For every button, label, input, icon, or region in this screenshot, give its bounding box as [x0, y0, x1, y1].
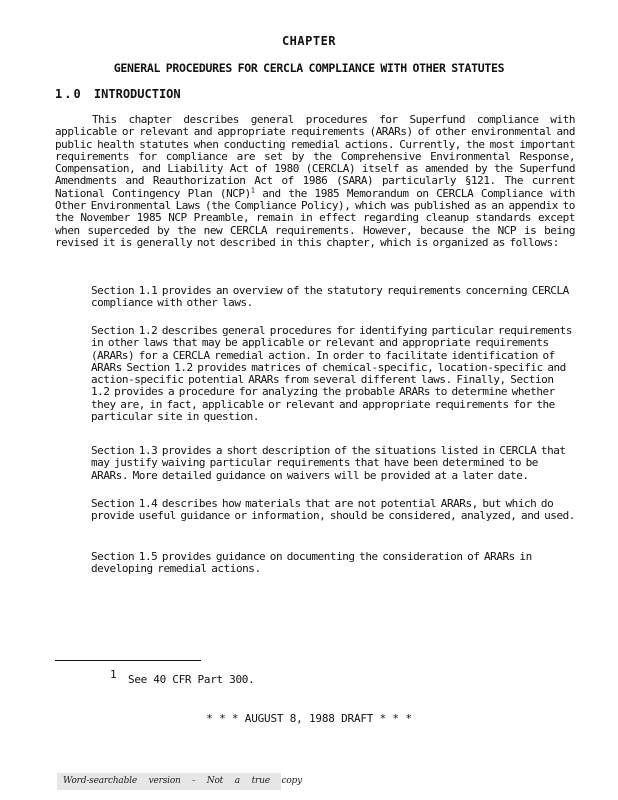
section-heading [55, 87, 181, 101]
footnote-reference[interactable]: 1 [250, 186, 255, 195]
intro-text-part-1: This chapter describes general procedures for Superfund compliance with applicable or relevant and appropriate requirements (ARARs) of other environmental and public health statutes when conducting remedial actions. Currently, the most important requirements for compliance are set by the Comprehensive Environmental Response, Compensation, and Liability Act of 1980 (CERCLA) itself as amended by the Superfund Amendments and Reauthorization Act of 1986 (SARA) particularly §121. The current National Contingency Plan (NCP) [55, 113, 575, 200]
footnote-divider [55, 660, 201, 661]
word-searchable-stamp: Word-searchable version - Not a true copy [57, 773, 281, 790]
intro-paragraph [55, 114, 575, 249]
section-title: INTRODUCTION [93, 87, 181, 101]
intro-text-part-2: and the 1985 Memorandum on CERCLA Compliance with Other Environmental Laws (the Compliance Policy), which was published as an appendix to the November 1985 NCP Preamble, remain in effect regarding cleanup standards except when superceded by the new CERCLA requirements. However, because the NCP is being revised it is generally not described in this chapter, which is organized as follows: [55, 186, 575, 249]
chapter-title: GENERAL PROCEDURES FOR CERCLA COMPLIANCE WITH OTHER STATUTES [113, 61, 505, 75]
subsection-paragraph-5: Section 1.5 provides guidance on documenting the consideration of ARARs in developing remedial actions. [91, 550, 532, 576]
draft-notice: * * * AUGUST 8, 1988 DRAFT * * * [206, 712, 412, 725]
footnote-number: 1 [110, 668, 117, 681]
footnote-text: See 40 CFR Part 300. [128, 673, 255, 686]
subsection-paragraph-3: Section 1.3 provides a short description of the situations listed in CERCLA that may justify waiving particular requirements that have been determined to be ARARs. More detailed guidance on waivers will be provided at a later date. [91, 444, 566, 482]
subsection-paragraph-4: Section 1.4 describes how materials that are not potential ARARs, but which do provide useful guidance or information, should be considered, analyzed, and used. [91, 497, 575, 523]
chapter-label: CHAPTER [281, 34, 337, 48]
subsection-paragraph-2: Section 1.2 describes general procedures for identifying particular requirements in other laws that may be applicable or relevant and appropriate requirements (ARARs) for a CERCLA remedial action. In order to facilitate identification of ARARs Section 1.2 provides matrices of chemical-specific, location-specific and action-specific potential ARARs from several different laws. Finally, Section 1.2 provides a procedure for analyzing the probable ARARs to determine whether they are, in fact, applicable or relevant and appropriate requirements for the particular site in question. [91, 324, 573, 424]
section-number: 1.0 [55, 87, 83, 101]
subsection-paragraph-1: Section 1.1 provides an overview of the statutory requirements concerning CERCLA compliance with other laws. [91, 284, 569, 310]
